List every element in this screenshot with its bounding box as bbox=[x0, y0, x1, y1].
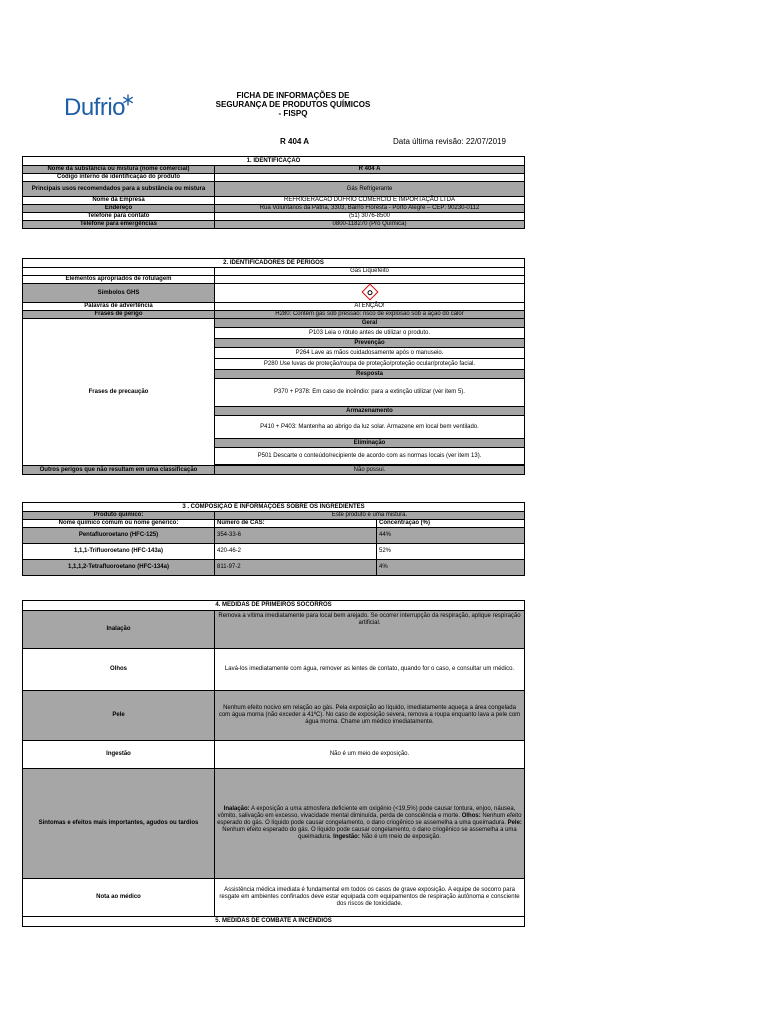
title-line-2: SEGURANÇA DE PRODUTOS QUÍMICOS bbox=[215, 100, 371, 109]
signal-label: Palavras de advertência bbox=[23, 303, 215, 311]
field-label: Código interno de identificação do produto bbox=[23, 174, 215, 182]
field-label: Nome da Empresa bbox=[23, 197, 215, 205]
field-value: Rua Voluntários da Pátria, 3303, Bairro Floresta - Porto Alegre – CEP: 90230-0112 bbox=[215, 205, 525, 213]
field-label: Nome da substância ou mistura (nome comercial) bbox=[23, 166, 215, 174]
product-value: Este produto é uma mistura. bbox=[215, 512, 525, 520]
section-5-title: 5. MEDIDAS DE COMBATE A INCÊNDIOS bbox=[23, 917, 525, 927]
col-header-name: Nome químico comum ou nome genérico: bbox=[23, 520, 215, 528]
hazard-value: H280: Contém gás sob pressão: risco de explosão sob a ação do calor bbox=[215, 311, 525, 319]
section-title: 3 . COMPOSIÇÃO E INFORMAÇÕES SOBRE OS INGREDIENTES bbox=[23, 503, 525, 512]
field-value bbox=[215, 174, 525, 182]
hazard-label: Frases de perigo bbox=[23, 311, 215, 319]
col-header-cas: Número de CAS: bbox=[215, 520, 377, 528]
ingredient-name: 1,1,1-Trifluoroetano (HFC-143a) bbox=[23, 544, 215, 560]
doctor-note-value: Assistência médica imediata é fundamental em todos os casos de grave exposição. A equipe de socorro para resgate em ambientes confinados deve estar equipada com equipamentos de respiração autônoma e consciente dos riscos de toxicidade. bbox=[215, 879, 525, 917]
other-hazards-value: Não possui. bbox=[215, 466, 525, 475]
precaution-text: P103 Leia o rótulo antes de utilizar o produto. bbox=[215, 328, 525, 339]
company-logo bbox=[64, 94, 125, 122]
symptom-text: A exposição a uma atmosfera deficiente em oxigênio (<19,5%) pode causar tontura, enjoo, náusea, vômito, salivação em excesso, vivacidade mental diminuída, perda de consciência e morte. bbox=[217, 806, 516, 819]
doctor-note-label: Nota ao médico bbox=[23, 879, 215, 917]
title-line-3: - FISPQ bbox=[278, 109, 308, 118]
subsection-title: Resposta bbox=[215, 370, 525, 379]
ghs-label: Símbolos GHS bbox=[23, 284, 215, 303]
precaution-text: P370 + P378: Em caso de incêndio: para a extinção utilizar (ver item 5). bbox=[215, 379, 525, 407]
title-line-1: FICHA DE INFORMAÇÕES DE bbox=[236, 91, 350, 100]
ingredient-cas: 420-46-2 bbox=[215, 544, 377, 560]
signal-value: ATENÇÃO! bbox=[215, 303, 525, 311]
label-elements: Elementos apropriados de rotulagem bbox=[23, 276, 215, 284]
field-value: R 404 A bbox=[215, 166, 525, 174]
eyes-value: Lavá-los imediatamente com água, remover as lentes de contato, quando for o caso, e consultar um médico. bbox=[215, 649, 525, 691]
precaution-text: P501 Descarte o conteúdo/recipiente de acordo com as normas locais (ver item 13). bbox=[215, 448, 525, 465]
symptoms-value bbox=[215, 769, 525, 879]
gas-cylinder-hazard-icon bbox=[361, 283, 378, 300]
field-value: 0800-118270 (Pró Química) bbox=[215, 221, 525, 229]
field-label: Principais usos recomendados para a substância ou mistura bbox=[23, 182, 215, 197]
section-first-aid bbox=[22, 600, 525, 927]
ingredient-cas: 811-97-2 bbox=[215, 560, 377, 576]
other-hazards-label: Outros perigos que não resultam em uma classificação bbox=[23, 466, 215, 475]
ghs-symbol-cell bbox=[215, 284, 525, 303]
blank-cell bbox=[23, 268, 215, 276]
skin-label: Pele bbox=[23, 691, 215, 741]
ingredient-cas: 354-33-6 bbox=[215, 528, 377, 544]
col-header-concentration: Concentração (%) bbox=[377, 520, 525, 528]
skin-value: Nenhum efeito nocivo em relação ao gás. Pela exposição ao líquido, imediatamente aqueça a área congelada com água morna (não exceder a 41ºC). No caso de exposição severa, remova a roupa enquanto lava a pele com água morna. Chame um médico imediatamente. bbox=[215, 691, 525, 741]
inhalation-value: Remova a vítima imediatamente para local bem arejado. Se ocorrer interrupção da respiração, aplique respiração artificial. bbox=[215, 611, 525, 649]
subsection-title: Eliminação bbox=[215, 439, 525, 448]
table-row bbox=[23, 528, 525, 544]
symptoms-label: Sintomas e efeitos mais importantes, agudos ou tardios bbox=[23, 769, 215, 879]
symptom-term: Olhos: bbox=[461, 813, 481, 819]
section-title: 1. IDENTIFICAÇÃO bbox=[23, 157, 525, 166]
classification-value: Gás Liquefeito bbox=[215, 268, 525, 276]
table-row bbox=[23, 560, 525, 576]
ingestion-value: Não é um meio de exposição. bbox=[215, 741, 525, 769]
document-title bbox=[200, 91, 386, 118]
precaution-label: Frases de precaução bbox=[23, 319, 215, 466]
symptom-term: Inalação: bbox=[223, 806, 250, 812]
product-label: Produto químico: bbox=[23, 512, 215, 520]
field-label: Telefone para emergências bbox=[23, 221, 215, 229]
ingredient-name: Pentafluoroetano (HFC-125) bbox=[23, 528, 215, 544]
section-hazards bbox=[22, 258, 525, 475]
ingredient-concentration: 44% bbox=[377, 528, 525, 544]
field-label: Telefone para contato bbox=[23, 213, 215, 221]
ingredient-concentration: 4% bbox=[377, 560, 525, 576]
ingestion-label: Ingestão bbox=[23, 741, 215, 769]
subsection-title: Armazenamento bbox=[215, 407, 525, 416]
section-identification bbox=[22, 156, 525, 229]
subsection-title: Prevenção bbox=[215, 339, 525, 348]
symptom-text: Não é um meio de exposição. bbox=[359, 834, 441, 840]
product-code: R 404 A bbox=[280, 137, 310, 146]
section-title: 2. IDENTIFICADORES DE PERIGOS bbox=[23, 259, 525, 268]
field-value: (51) 3076-8500 bbox=[215, 213, 525, 221]
field-value: Gás Refrigerante bbox=[215, 182, 525, 197]
table-row bbox=[23, 544, 525, 560]
field-label: Endereço bbox=[23, 205, 215, 213]
ingredient-concentration: 52% bbox=[377, 544, 525, 560]
precaution-text: P264 Lave as mãos cuidadosamente após o manuseio. bbox=[215, 348, 525, 359]
field-value: REFRIGERACAO DUFRIO COMERCIO E IMPORTAÇÃO LTDA bbox=[215, 197, 525, 205]
symptom-text: Nenhum efeito esperado do gás. O líquido pode causar congelamento, o dano criogênico se assemelha a uma queimadura. bbox=[222, 827, 517, 840]
section-title: 4. MEDIDAS DE PRIMEIROS SOCORROS bbox=[23, 601, 525, 611]
snowflake-icon bbox=[122, 94, 134, 106]
precaution-text: P410 + P403: Mantenha ao abrigo da luz solar. Armazene em local bem ventilado. bbox=[215, 416, 525, 439]
logo-text: Dufrio bbox=[64, 94, 126, 121]
revision-date: Data última revisão: 22/07/2019 bbox=[393, 137, 506, 146]
symptom-text: Nenhum efeito esperado do gás. O líquido pode causar congelamento, o dano criogênico se assemelha a uma queimadura. bbox=[217, 813, 522, 826]
eyes-label: Olhos bbox=[23, 649, 215, 691]
symptom-term: Ingestão: bbox=[333, 834, 360, 840]
inhalation-label: Inalação bbox=[23, 611, 215, 649]
section-composition bbox=[22, 502, 525, 576]
symptom-term: Pele: bbox=[507, 820, 522, 826]
ingredient-name: 1,1,1,2-Tetrafluoroetano (HFC-134a) bbox=[23, 560, 215, 576]
subsection-title: Geral bbox=[215, 319, 525, 328]
precaution-text: P280 Use luvas de proteção/roupa de proteção/proteção ocular/proteção facial. bbox=[215, 359, 525, 370]
